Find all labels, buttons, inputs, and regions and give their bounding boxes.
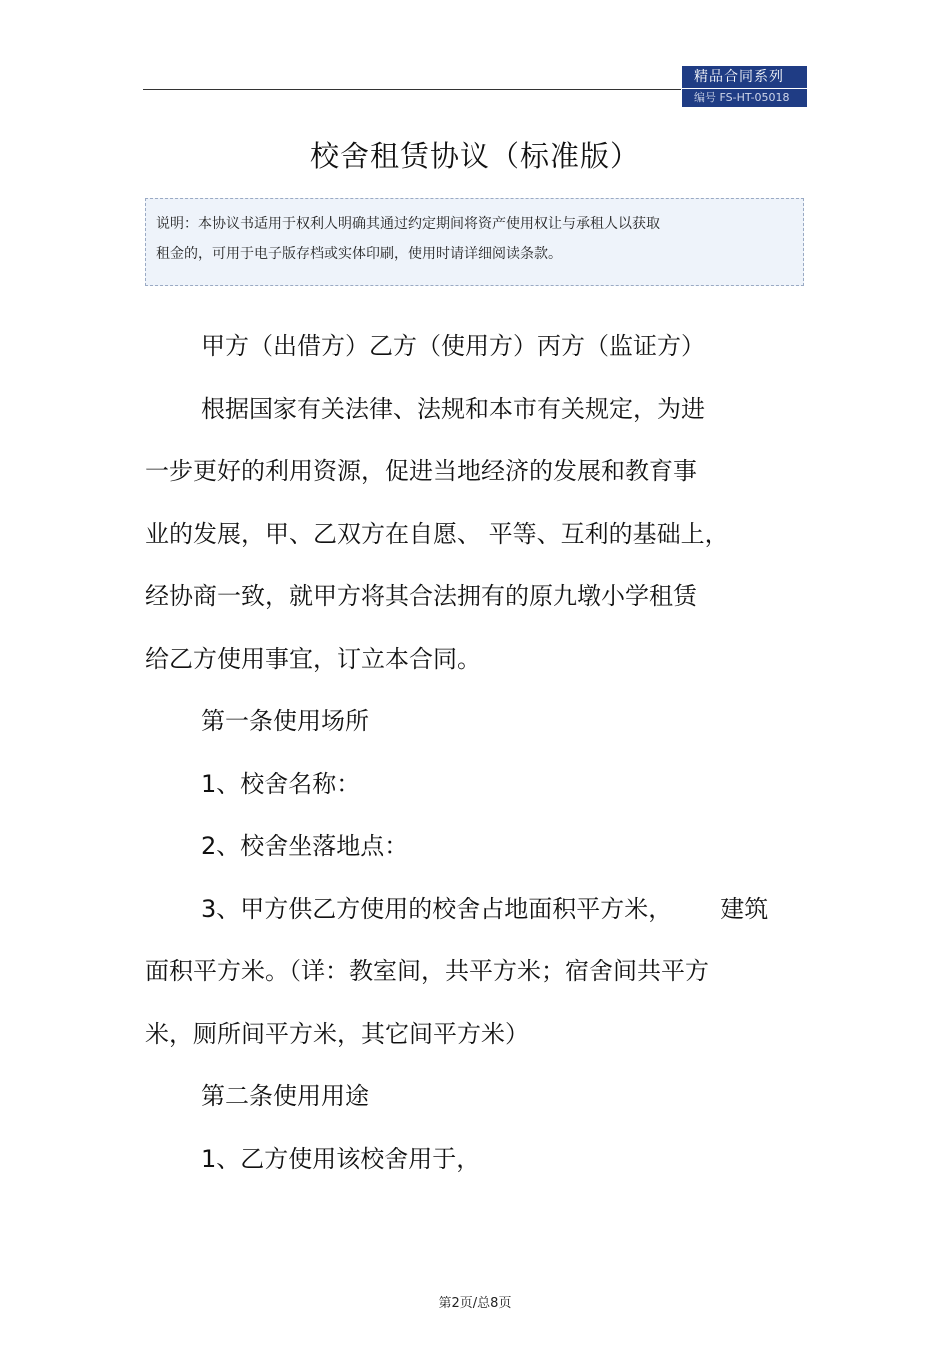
preamble-line-2: 一步更好的利用资源，促进当地经济的发展和教育事: [145, 457, 697, 485]
article-1-title: 第一条使用场所: [201, 707, 369, 735]
parties-line: 甲方（出借方）乙方（使用方）丙方（监证方）: [201, 332, 705, 360]
article-1-item-3: [145, 878, 805, 941]
document-title: 校舍租赁协议（标准版）: [309, 139, 640, 173]
article-1-item-3-part-a: 3、甲方供乙方使用的校舍占地面积平方米，: [201, 894, 673, 923]
usage-note-line-1: 说明：本协议书适用于权利人明确其通过约定期间将资产使用权让与承租人以获取: [156, 216, 660, 232]
preamble-line-1: 根据国家有关法律、法规和本市有关规定，为进: [201, 394, 705, 423]
preamble-line-5: 给乙方使用事宜，订立本合同。: [145, 644, 481, 673]
series-badge: 精品合同系列: [682, 66, 807, 88]
article-2-item-1: 1、乙方使用该校舍用于，: [201, 1144, 481, 1173]
page-number: 第2页/总8页: [438, 1296, 512, 1311]
article-1-item-3-part-b: 建筑: [720, 894, 769, 923]
usage-note-box: [145, 198, 804, 286]
contract-code-badge: 编号 FS-HT-05018: [682, 89, 807, 107]
contract-body: [145, 315, 805, 1190]
article-2-title: 第二条使用用途: [201, 1082, 369, 1110]
article-1-item-3-line-3: 米，厕所间平方米，其它间平方米）: [145, 1019, 529, 1048]
header-rule: [143, 89, 681, 90]
article-1-item-3-line-2: 面积平方米。（详：教室间，共平方米；宿舍间共平方: [145, 957, 709, 985]
usage-note-line-2: 租金的，可用于电子版存档或实体印刷，使用时请详细阅读条款。: [156, 246, 562, 262]
preamble-line-3: 业的发展，甲、乙双方在自愿、 平等、互利的基础上，: [145, 519, 729, 548]
preamble-line-4: 经协商一致，就甲方将其合法拥有的原九墩小学租赁: [145, 582, 697, 610]
article-1-item-1: 1、校舍名称：: [201, 769, 361, 798]
article-1-item-2: 2、校舍坐落地点：: [201, 832, 409, 860]
